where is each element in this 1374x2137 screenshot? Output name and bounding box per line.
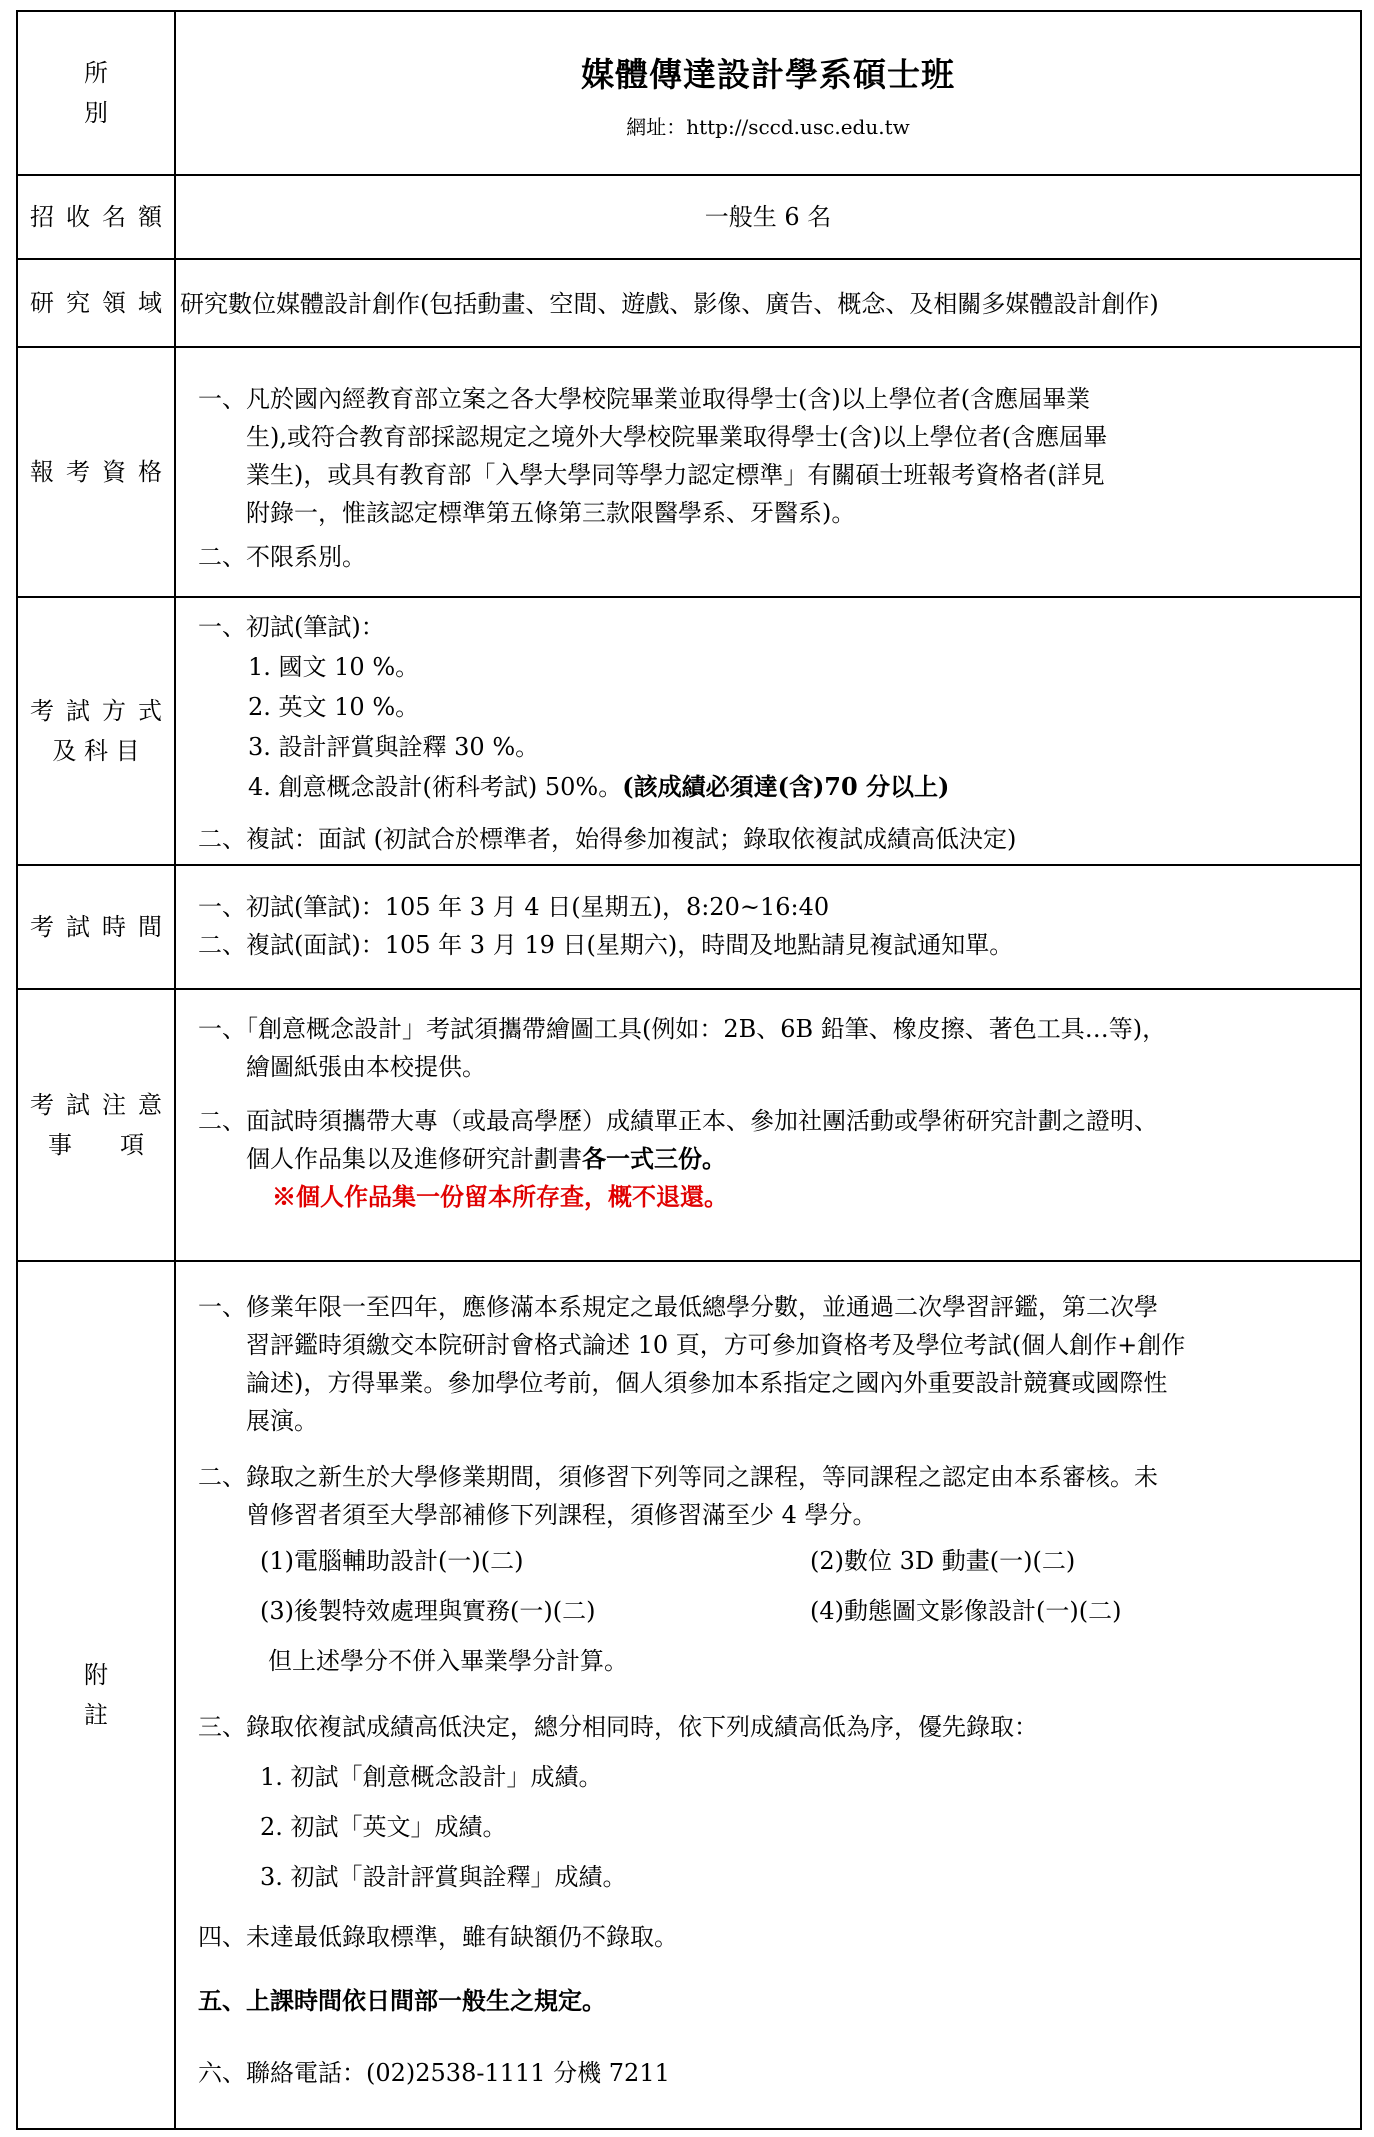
label-remarks: 附 註: [18, 1262, 176, 2128]
remarks-p2: 曾修習者須至大學部補修下列課程，須修習滿至少 4 學分。: [246, 1501, 877, 1529]
course-item: (4)動態圖文影像設計(一)(二): [810, 1597, 1122, 1625]
notes-line: 二、面試時須攜帶大專（或最高學歷）成績單正本、參加社團活動或學術研究計劃之證明、: [198, 1107, 1158, 1135]
row-exam-method: [18, 598, 1360, 866]
remarks-p1: 展演。: [246, 1407, 318, 1435]
label-exam-method: 考試方式 及 科 目: [18, 598, 176, 864]
course-item: (1)電腦輔助設計(一)(二): [260, 1547, 524, 1575]
exam-time-line: 一、初試(筆試)：105 年 3 月 4 日(星期五)，8:20~16:40: [198, 893, 830, 921]
exam-notes-cell: [176, 990, 1360, 1260]
row-research: [18, 260, 1360, 348]
research-cell: [176, 260, 1360, 346]
remarks-p3: 三、錄取依複試成績高低決定，總分相同時，依下列成績高低為序，優先錄取：: [198, 1713, 1038, 1741]
department-title: 媒體傳達設計學系碩士班: [581, 55, 955, 94]
eligibility-line: 二、不限系別。: [198, 543, 366, 571]
remarks-p6-contact: 六、聯絡電話：(02)2538-1111 分機 7211: [198, 2059, 670, 2087]
row-remarks: [18, 1262, 1360, 2128]
remarks-p1: 習評鑑時須繳交本院研討會格式論述 10 頁，方可參加資格考及學位考試(個人創作+創作: [246, 1331, 1186, 1359]
row-exam-notes: [18, 990, 1360, 1262]
label-research: 研究領域: [18, 260, 176, 346]
remarks-p5: 五、上課時間依日間部一般生之規定。: [198, 1986, 606, 2015]
exam-time-line: 二、複試(面試)：105 年 3 月 19 日(星期六)，時間及地點請見複試通知單。: [198, 931, 1014, 959]
notes-warning: ※個人作品集一份留本所存查，概不退還。: [272, 1182, 728, 1211]
research-value: 研究數位媒體設計創作(包括動畫、空間、遊戲、影像、廣告、概念、及相關多媒體設計創作): [180, 290, 1159, 318]
notes-line: 繪圖紙張由本校提供。: [246, 1053, 486, 1081]
eligibility-line: 一、凡於國內經教育部立案之各大學校院畢業並取得學士(含)以上學位者(含應屆畢業: [198, 385, 1091, 413]
label-exam-time: 考試時間: [18, 866, 176, 988]
exam-subject: 2. 英文 10 %。: [248, 693, 420, 721]
course-item: (2)數位 3D 動畫(一)(二): [810, 1547, 1076, 1575]
department-cell: [176, 12, 1360, 174]
exam-second-round: 二、複試：面試 (初試合於標準者，始得參加複試；錄取依複試成績高低決定): [198, 825, 1017, 853]
department-website: 網址：http://sccd.usc.edu.tw: [626, 115, 910, 139]
notes-line: 一、「創意概念設計」考試須攜帶繪圖工具(例如：2B、6B 鉛筆、橡皮擦、著色工具…等)，: [198, 1015, 1167, 1043]
exam-subject: 3. 設計評賞與詮釋 30 %。: [248, 733, 540, 761]
row-exam-time: [18, 866, 1360, 990]
notes-line: 個人作品集以及進修研究計劃書各一式三份。: [246, 1144, 726, 1173]
label-quota: 招收名額: [18, 176, 176, 258]
eligibility-cell: [176, 348, 1360, 596]
exam-subject: 1. 國文 10 %。: [248, 653, 420, 681]
eligibility-line: 附錄一，惟該認定標準第五條第三款限醫學系、牙醫系)。: [246, 499, 856, 527]
priority-item: 1. 初試「創意概念設計」成績。: [260, 1763, 603, 1791]
remarks-p2: 二、錄取之新生於大學修業期間，須修習下列等同之課程，等同課程之認定由本系審核。未: [198, 1463, 1158, 1491]
quota-value: 一般生 6 名: [704, 203, 832, 231]
remarks-p4: 四、未達最低錄取標準，雖有缺額仍不錄取。: [198, 1923, 678, 1951]
exam-method-cell: [176, 598, 1360, 864]
eligibility-line: 業生)，或具有教育部「入學大學同等學力認定標準」有關碩士班報考資格者(詳見: [246, 461, 1105, 489]
priority-item: 2. 初試「英文」成績。: [260, 1813, 507, 1841]
quota-cell: [176, 176, 1360, 258]
row-department: [18, 12, 1360, 176]
exam-first-round: 一、初試(筆試)：: [198, 613, 385, 641]
exam-time-cell: [176, 866, 1360, 988]
row-eligibility: [18, 348, 1360, 598]
remarks-p1: 一、修業年限一至四年，應修滿本系規定之最低總學分數，並通過二次學習評鑑，第二次學: [198, 1293, 1158, 1321]
eligibility-line: 生),或符合教育部採認規定之境外大學校院畢業取得學士(含)以上學位者(含應屆畢: [246, 423, 1108, 451]
remarks-p1: 論述)，方得畢業。參加學位考前，個人須參加本系指定之國內外重要設計競賽或國際性: [246, 1369, 1168, 1397]
admission-table: [16, 10, 1362, 2130]
priority-item: 3. 初試「設計評賞與詮釋」成績。: [260, 1863, 627, 1891]
row-quota: [18, 176, 1360, 260]
exam-subject-4: 4. 創意概念設計(術科考試) 50%。(該成績必須達(含)70 分以上): [248, 772, 950, 801]
label-department: 所 別: [18, 12, 176, 174]
remarks-cell: [176, 1262, 1360, 2128]
course-item: (3)後製特效處理與實務(一)(二): [260, 1597, 596, 1625]
course-note: 但上述學分不併入畢業學分計算。: [268, 1647, 628, 1675]
label-eligibility: 報考資格: [18, 348, 176, 596]
label-exam-notes: 考試注意 事 項: [18, 990, 176, 1260]
